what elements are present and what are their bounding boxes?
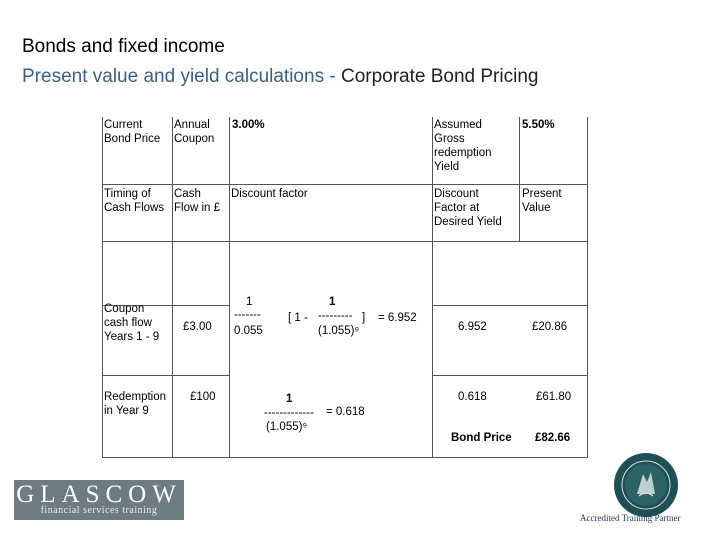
cash-flow-header: Cash Flow in £ <box>174 188 221 214</box>
coupon-discount-factor: 6.952 <box>458 321 487 333</box>
yield-rate: 5.50% <box>522 119 555 131</box>
coupon-present-value: £20.86 <box>532 321 568 333</box>
formula-bar: ------------- <box>264 407 314 419</box>
logo-wordmark: GLASCOW <box>16 481 182 508</box>
grid-line <box>102 184 588 185</box>
coupon-rate: 3.00% <box>232 119 265 131</box>
bond-price-value: £82.66 <box>535 432 571 444</box>
current-bond-price-header: Current Bond Price <box>104 119 161 145</box>
formula-bracket-open: [ 1 - <box>288 312 308 324</box>
coupon-cash-flow: £3.00 <box>183 321 212 333</box>
grid-line <box>519 117 520 241</box>
coupon-row-label: Coupon cash flow Years 1 - 9 <box>104 303 160 343</box>
subtitle-part1: Present value and yield calculations <box>22 66 325 87</box>
formula-result: = 0.618 <box>326 406 365 418</box>
bond-price-label: Bond Price <box>451 432 512 444</box>
annual-coupon-header: Annual Coupon <box>174 119 215 145</box>
formula-den: (1.055)⁹ <box>266 421 308 433</box>
subtitle-separator: - <box>324 66 341 87</box>
grid-line <box>102 375 229 376</box>
redemption-present-value: £61.80 <box>536 391 572 403</box>
subtitle-part2: Corporate Bond Pricing <box>340 66 539 87</box>
grid-line <box>172 117 173 458</box>
grid-line <box>102 241 588 242</box>
formula-bar: --------- <box>318 310 353 322</box>
page-subtitle <box>22 66 538 88</box>
logo-tagline: financial services training <box>40 505 158 516</box>
partner-caption: Accredited Training Partner <box>580 513 681 523</box>
page-title: Bonds and fixed income <box>22 36 225 57</box>
redemption-cash-flow: £100 <box>190 391 216 403</box>
discount-factor-yield-header: Discount Factor at Desired Yield <box>434 188 502 228</box>
formula-num: 1 <box>246 296 253 308</box>
accreditation-seal-icon <box>613 452 679 518</box>
formula-bracket-close: ] <box>362 312 366 324</box>
annuity-factor-result: = 6.952 <box>378 312 417 324</box>
grid-line <box>432 305 588 306</box>
discount-factor-header: Discount factor <box>231 188 308 200</box>
formula-num: 1 <box>329 296 336 308</box>
grid-line <box>432 117 433 458</box>
grid-line <box>102 457 588 458</box>
formula-den: 0.055 <box>234 325 263 337</box>
glascow-logo <box>14 480 184 520</box>
present-value-header: Present Value <box>522 188 562 214</box>
redemption-discount-factor: 0.618 <box>458 391 487 403</box>
grid-line <box>229 117 230 458</box>
formula-num: 1 <box>286 393 293 405</box>
grid-line <box>587 117 588 458</box>
timing-header: Timing of Cash Flows <box>104 188 165 214</box>
assumed-yield-header: Assumed Gross redemption Yield <box>434 119 492 173</box>
grid-line <box>102 117 103 458</box>
grid-line <box>432 375 588 376</box>
formula-den: (1.055)⁹ <box>318 325 360 337</box>
redemption-row-label: Redemption in Year 9 <box>104 391 167 417</box>
formula-bar: ------- <box>234 309 261 321</box>
